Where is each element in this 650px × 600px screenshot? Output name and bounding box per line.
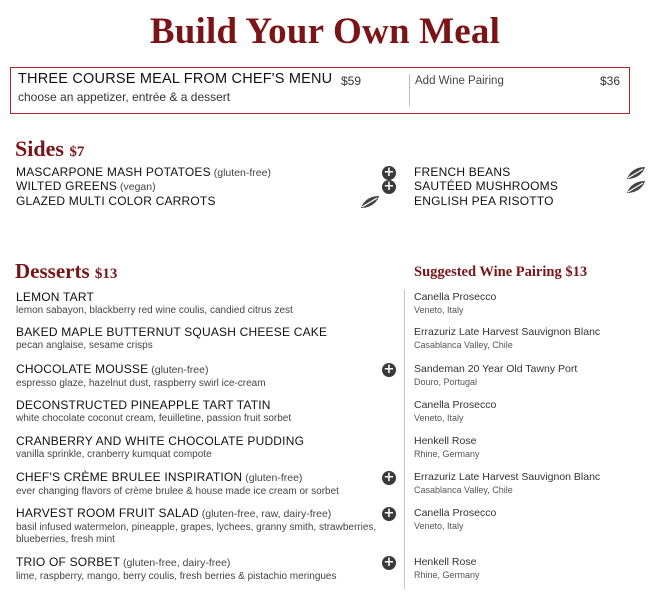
wine-pairing-item xyxy=(414,471,634,496)
side-item-right xyxy=(414,165,510,179)
item-name xyxy=(16,434,386,449)
column-divider xyxy=(404,289,405,589)
wine-pairing-label: Add Wine Pairing xyxy=(415,75,504,87)
dessert-description: espresso glaze, hazelnut dust, raspberry swirl ice-cream xyxy=(16,378,266,389)
plus-icon: + xyxy=(383,362,395,377)
dessert-description: white chocolate coconut cream, feuilletine, passion fruit sorbet xyxy=(16,413,292,424)
wine-pairing-item xyxy=(414,399,634,424)
dessert-item xyxy=(16,470,386,498)
side-item-right xyxy=(414,194,554,208)
item-title: BAKED MAPLE BUTTERNUT SQUASH CHEESE CAKE xyxy=(16,325,328,339)
wine-region: Casablanca Valley, Chile xyxy=(414,485,513,495)
item-name xyxy=(16,362,386,378)
item-title: CRANBERRY AND WHITE CHOCOLATE PUDDING xyxy=(16,434,305,448)
wine-region: Veneto, Italy xyxy=(414,521,464,531)
wine-name: Henkell Rose xyxy=(414,556,477,568)
item-name xyxy=(16,325,386,340)
leaf-icon xyxy=(360,195,380,209)
side-item-left xyxy=(16,165,271,179)
plus-icon: + xyxy=(383,165,395,180)
item-note: (gluten-free) xyxy=(210,167,271,179)
leaf-icon xyxy=(626,166,646,180)
item-title: LEMON TART xyxy=(16,290,95,304)
wine-region: Rhine, Germany xyxy=(414,449,480,459)
sides-heading-text: Sides xyxy=(15,136,64,161)
desserts-heading-text: Desserts xyxy=(15,259,90,283)
item-note: (gluten-free) xyxy=(242,472,303,484)
wine-region: Casablanca Valley, Chile xyxy=(414,340,513,350)
plus-icon: + xyxy=(383,470,395,485)
page-title: Build Your Own Meal xyxy=(149,11,501,52)
plus-icon: + xyxy=(383,555,395,570)
wine-name: Sandeman 20 Year Old Tawny Port xyxy=(414,363,578,375)
dessert-item xyxy=(16,290,386,317)
item-title: GLAZED MULTI COLOR CARROTS xyxy=(16,194,216,208)
dessert-item xyxy=(16,325,386,352)
course-price: $59 xyxy=(341,74,362,88)
dessert-item xyxy=(16,362,386,390)
wine-name: Errazuriz Late Harvest Sauvignon Blanc xyxy=(414,326,601,338)
dessert-item xyxy=(16,434,386,461)
item-title: ENGLISH PEA RISOTTO xyxy=(414,194,554,208)
side-item-right xyxy=(414,179,558,193)
item-name xyxy=(16,470,386,486)
item-title: MASCARPONE MASH POTATOES xyxy=(16,165,211,179)
wine-pairing-item xyxy=(414,507,634,532)
wine-pairing-item xyxy=(414,326,634,351)
item-name xyxy=(16,290,386,305)
desserts-price: $13 xyxy=(94,266,118,282)
dessert-description: basil infused watermelon, pineapple, grapes, lychees, granny smith, strawberries, blueberries, fresh mint xyxy=(16,522,377,545)
side-item-left xyxy=(16,194,216,208)
wine-name: Canella Prosecco xyxy=(414,507,497,519)
item-note: (gluten-free, dairy-free) xyxy=(120,557,231,569)
wine-pairing-heading: Suggested Wine Pairing $13 xyxy=(414,264,588,280)
item-note: (vegan) xyxy=(117,181,156,193)
dessert-item xyxy=(16,555,386,583)
item-title: CHOCOLATE MOUSSE xyxy=(16,362,149,376)
wine-pairing-item xyxy=(414,363,634,388)
course-name: THREE COURSE MEAL FROM CHEF'S MENU xyxy=(18,71,333,87)
wine-pairing-item xyxy=(414,291,634,316)
item-title: CHEF'S CRÈME BRULEE INSPIRATION xyxy=(16,470,243,484)
wine-region: Veneto, Italy xyxy=(414,305,464,315)
wine-pairing-item xyxy=(414,556,634,581)
wine-name: Errazuriz Late Harvest Sauvignon Blanc xyxy=(414,471,601,483)
item-title: DECONSTRUCTED PINEAPPLE TART TATIN xyxy=(16,398,271,412)
course-divider xyxy=(409,74,410,106)
item-note: (gluten-free) xyxy=(148,364,209,376)
item-title: WILTED GREENS xyxy=(16,179,118,193)
item-note: (gluten-free, raw, dairy-free) xyxy=(198,508,332,520)
dessert-item xyxy=(16,398,386,425)
wine-name: Henkell Rose xyxy=(414,435,477,447)
sides-heading xyxy=(15,136,84,162)
dessert-description: lemon sabayon, blackberry red wine coulis, candied citrus zest xyxy=(16,305,293,316)
three-course-box xyxy=(10,67,630,114)
item-title: HARVEST ROOM FRUIT SALAD xyxy=(16,506,199,520)
item-name xyxy=(16,398,386,413)
wine-name: Canella Prosecco xyxy=(414,399,497,411)
dessert-description: pecan anglaise, sesame crisps xyxy=(16,340,153,351)
wine-region: Rhine, Germany xyxy=(414,570,480,580)
desserts-heading xyxy=(15,259,117,284)
wine-name: Canella Prosecco xyxy=(414,291,497,303)
item-name xyxy=(16,555,386,571)
sides-price: $7 xyxy=(69,144,85,160)
plus-icon: + xyxy=(383,506,395,521)
course-description: choose an appetizer, entrée & a dessert xyxy=(18,90,231,104)
wine-pairing-item xyxy=(414,435,634,460)
dessert-description: vanilla sprinkle, cranberry kumquat compote xyxy=(16,449,212,460)
wine-region: Douro, Portugal xyxy=(414,377,478,387)
wine-pairing-price: $36 xyxy=(599,74,620,88)
leaf-icon xyxy=(626,180,646,194)
plus-icon: + xyxy=(383,179,395,194)
item-name xyxy=(16,506,386,522)
item-title: FRENCH BEANS xyxy=(414,165,511,179)
wine-region: Veneto, Italy xyxy=(414,413,464,423)
dessert-description: lime, raspberry, mango, berry coulis, fresh berries & pistachio meringues xyxy=(16,571,337,582)
item-title: TRIO OF SORBET xyxy=(16,555,121,569)
item-title: SAUTÉED MUSHROOMS xyxy=(414,179,559,193)
side-item-left xyxy=(16,179,156,193)
dessert-item xyxy=(16,506,386,545)
dessert-description: ever changing flavors of crème brulee & house made ice cream or sorbet xyxy=(16,486,339,497)
